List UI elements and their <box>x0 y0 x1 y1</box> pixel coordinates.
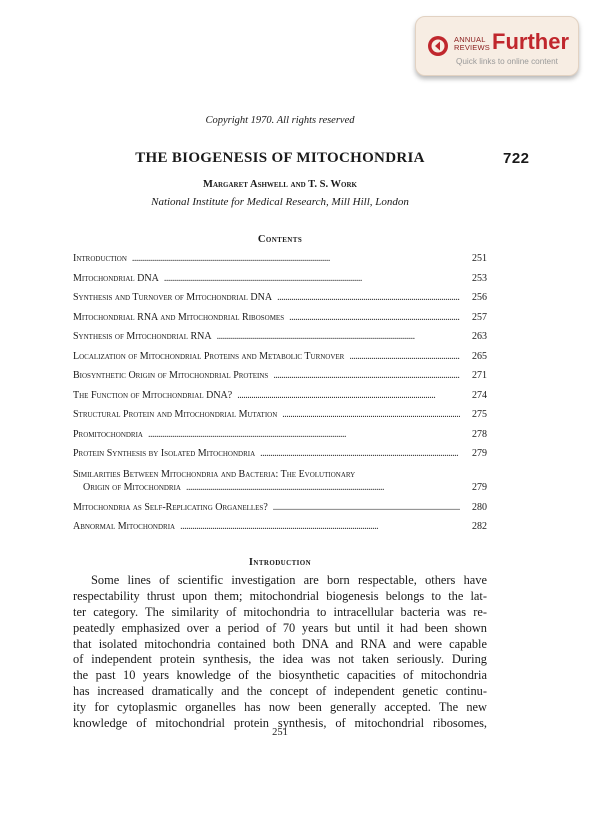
annual-reviews-wordmark <box>454 36 490 52</box>
toc-entry-page: 278 <box>472 428 487 440</box>
article-title: THE BIOGENESIS OF MITOCHONDRIA <box>135 150 425 166</box>
toc-entry-page: 256 <box>472 292 487 303</box>
toc-entry-label: Similarities Between Mitochondria and Bacteria: The Evolutionary <box>73 468 356 480</box>
page-reference-number: 722 <box>503 150 530 167</box>
toc-entry-page: 271 <box>472 370 487 381</box>
toc-entry-page: 274 <box>472 389 487 401</box>
toc-entry-page: 275 <box>472 409 487 420</box>
toc-leader-dots <box>273 370 460 381</box>
toc-leader-dots <box>273 502 460 513</box>
toc-entry[interactable] <box>73 429 487 449</box>
toc-entry[interactable] <box>73 331 487 351</box>
toc-entry[interactable] <box>73 409 487 429</box>
article-authors: Margaret Ashwell and T. S. Work <box>203 179 357 190</box>
toc-entry-page: 263 <box>472 331 487 342</box>
contents-heading: Contents <box>257 234 303 245</box>
further-label: Further <box>492 29 569 54</box>
body-line: Some lines of scientific investigation are born respectable, others have <box>91 573 487 587</box>
toc-leader-dots <box>186 482 460 493</box>
toc-entry[interactable] <box>73 521 487 541</box>
toc-leader-dots <box>289 312 460 323</box>
body-line: ity for cytoplasmic organelles has now been generally accepted. The new <box>73 700 487 715</box>
toc-entry[interactable] <box>73 448 487 468</box>
toc-entry-page: 265 <box>472 350 487 362</box>
toc-leader-dots <box>217 331 460 342</box>
toc-entry-continuation <box>73 482 487 502</box>
annual-reviews-logo-icon <box>427 35 449 57</box>
toc-leader-dots <box>164 273 460 284</box>
toc-entry-label: Introduction <box>73 253 127 264</box>
toc-entry[interactable] <box>73 273 487 293</box>
toc-leader-dots <box>260 448 460 459</box>
annual-reviews-further-badge[interactable] <box>415 16 579 76</box>
toc-entry-page: 257 <box>472 311 487 323</box>
toc-entry-label: Synthesis of Mitochondrial RNA <box>73 331 212 342</box>
copyright-notice: Copyright 1970. All rights reserved <box>205 115 355 126</box>
toc-entry-label: Mitochondrial DNA <box>73 272 159 284</box>
toc-entry-page: 279 <box>472 448 487 459</box>
body-line: knowledge of mitochondrial protein synthesis, of mitochondrial ribosomes, <box>73 716 487 731</box>
toc-leader-dots <box>282 409 460 420</box>
further-tagline: Quick links to online content <box>456 57 558 66</box>
toc-leader-dots <box>180 521 460 532</box>
toc-entry-label: Mitochondria as Self-Replicating Organelles? <box>73 501 268 513</box>
toc-entry-multiline[interactable] <box>73 468 487 502</box>
toc-entry-label: Structural Protein and Mitochondrial Mutation <box>73 409 278 420</box>
author-affiliation: National Institute for Medical Research, Mill Hill, London <box>151 196 409 208</box>
body-line: that isolated mitochondria contained both DNA and RNA and were capable <box>73 636 487 651</box>
toc-entry-label: Promitochondria <box>73 428 143 440</box>
body-line: respectability thrust upon them; mitochondrial biogenesis belongs to the lat- <box>73 588 487 603</box>
toc-leader-dots <box>132 253 460 264</box>
toc-entry[interactable] <box>73 312 487 332</box>
toc-entry[interactable] <box>73 370 487 390</box>
toc-entry-label: Protein Synthesis by Isolated Mitochondria <box>73 448 256 459</box>
toc-leader-dots <box>349 351 460 362</box>
body-line: has increased dramatically and the concept of independent genetic continu- <box>73 684 487 699</box>
brand-line-annual: ANNUAL <box>454 35 486 44</box>
toc-leader-dots <box>277 292 460 303</box>
introduction-paragraph <box>73 573 487 732</box>
toc-entry-label: Localization of Mitochondrial Proteins and Metabolic Turnover <box>73 350 345 362</box>
toc-entry[interactable] <box>73 390 487 410</box>
body-line: the past 10 years knowledge of the biosynthetic capacities of mitochondria <box>73 668 487 683</box>
toc-entry-label: Biosynthetic Origin of Mitochondrial Proteins <box>73 370 269 381</box>
toc-entry-page: 251 <box>472 253 487 264</box>
toc-entry[interactable] <box>73 253 487 273</box>
toc-leader-dots <box>148 429 460 440</box>
toc-leader-dots <box>237 390 460 401</box>
toc-entry-label: Synthesis and Turnover of Mitochondrial DNA <box>73 292 273 303</box>
toc-entry-label: Mitochondrial RNA and Mitochondrial Ribosomes <box>73 311 285 323</box>
toc-entry-page: 253 <box>472 272 487 284</box>
body-line: ter category. The similarity of mitochondria to intracellular bacteria was re- <box>73 604 487 619</box>
toc-entry-label-continued: Origin of Mitochondria <box>83 481 181 493</box>
table-of-contents <box>73 253 487 541</box>
brand-line-reviews: REVIEWS <box>454 43 490 52</box>
toc-entry-page: 279 <box>472 481 487 493</box>
body-line: peatedly emphasized over a period of 70 years but until it had been shown <box>73 620 487 635</box>
toc-entry-page: 280 <box>472 501 487 513</box>
body-line: of independent protein synthesis, the idea was not taken seriously. During <box>73 652 487 667</box>
page-number: 251 <box>272 727 288 738</box>
toc-entry-page: 282 <box>472 521 487 532</box>
toc-entry-label: Abnormal Mitochondria <box>73 521 176 532</box>
toc-entry[interactable] <box>73 502 487 522</box>
toc-entry-label: The Function of Mitochondrial DNA? <box>73 389 233 401</box>
toc-entry[interactable] <box>73 351 487 371</box>
toc-entry[interactable] <box>73 292 487 312</box>
introduction-heading: Introduction <box>248 557 312 568</box>
